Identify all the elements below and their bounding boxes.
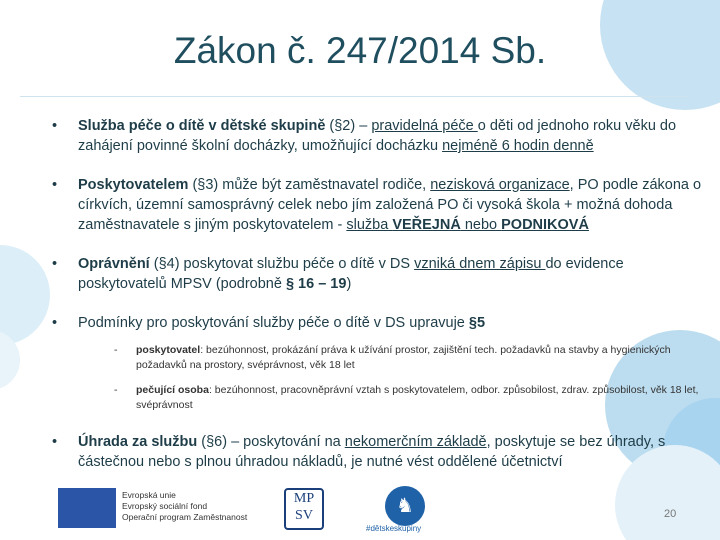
decor-circle xyxy=(0,245,50,345)
text-segment: : bezúhonnost, pracovněprávní vztah s poskytovatelem, odbor. způsobilost, zdrav. způsobilost, věk 18 let, svéprávnost xyxy=(136,384,699,411)
page-number: 20 xyxy=(664,508,677,520)
sub-item xyxy=(78,383,702,413)
text-segment: (§4) poskytovat službu péče o dítě v DS xyxy=(149,256,415,272)
text-segment: (§6) – poskytování na xyxy=(197,434,345,450)
text-segment: vzniká dnem zápisu xyxy=(414,256,546,272)
text-segment: , poskytuje se bez úhrady, s částečnou nebo s plnou úhradou nákladů, je nutné vést oddělené účetnictví xyxy=(78,434,666,470)
text-segment: § 16 – 19 xyxy=(285,276,347,292)
text-segment: , PO podle zákona o církvích, územní samosprávný celek nebo jím založená PO či vysoká škola + možná dohoda zaměstnavatele s jiným poskytovatelem - xyxy=(78,177,702,233)
text-segment: PODNIKOVÁ xyxy=(501,217,589,233)
ds-hashtag: #dětskeskupiny xyxy=(366,524,422,533)
page-title: Zákon č. 247/2014 Sb. xyxy=(173,30,547,71)
text-segment: pečující osoba xyxy=(136,384,209,396)
mpsv-line: SV xyxy=(295,508,313,523)
eu-flag-icon xyxy=(58,488,116,528)
footer-logos xyxy=(58,486,698,532)
mpsv-logo xyxy=(284,488,324,530)
text-segment: služba xyxy=(346,217,393,233)
text-segment: Služba péče o dítě v dětské skupině xyxy=(78,118,326,134)
text-segment: nekomerčním základě xyxy=(344,434,487,450)
divider xyxy=(20,96,690,97)
text-segment: §5 xyxy=(468,315,486,331)
text-segment: Oprávnění xyxy=(78,256,150,272)
text-segment: do evidence poskytovatelů MPSV (podrobně xyxy=(78,256,624,292)
rocking-horse-icon: ♞ xyxy=(385,486,425,526)
bullet-item xyxy=(52,313,702,413)
text-segment: nejméně 6 hodin denně xyxy=(442,138,594,154)
text-segment: Úhrada za službu xyxy=(78,434,198,450)
text-segment: Podmínky pro poskytování služby péče o dítě v DS upravuje xyxy=(78,315,469,331)
bullet-item xyxy=(52,432,702,472)
text-segment: nebo xyxy=(460,217,502,233)
mpsv-line: MP xyxy=(293,491,315,506)
text-segment: poskytovatel xyxy=(136,344,201,356)
text-segment: (§3) může být zaměstnavatel rodiče, xyxy=(188,177,431,193)
eu-logo-text xyxy=(122,490,247,523)
bullet-item xyxy=(52,254,702,294)
text-segment: o děti od jednoho roku věku do zahájení povinné školní docházky, umožňující docházku xyxy=(78,118,677,154)
text-segment: Poskytovatelem xyxy=(78,177,189,193)
text-segment: pravidelná péče xyxy=(371,118,478,134)
eu-line: Evropská unie xyxy=(122,490,176,500)
bullet-item xyxy=(52,116,702,156)
text-segment: (§2) – xyxy=(325,118,372,134)
sub-item xyxy=(78,343,702,373)
bullet-item xyxy=(52,175,702,235)
eu-line: Operační program Zaměstnanost xyxy=(122,512,248,522)
bullet-list xyxy=(52,116,702,491)
text-segment: : bezúhonnost, prokázání práva k užívání prostor, zajištění tech. požadavků na stavby a hygienických požadavků na prostory, svéprávnost, věk 18 let xyxy=(136,344,671,371)
text-segment: nezisková organizace xyxy=(430,177,570,193)
text-segment: ) xyxy=(346,276,352,292)
eu-line: Evropský sociální fond xyxy=(122,501,208,511)
text-segment: VEŘEJNÁ xyxy=(392,217,461,233)
